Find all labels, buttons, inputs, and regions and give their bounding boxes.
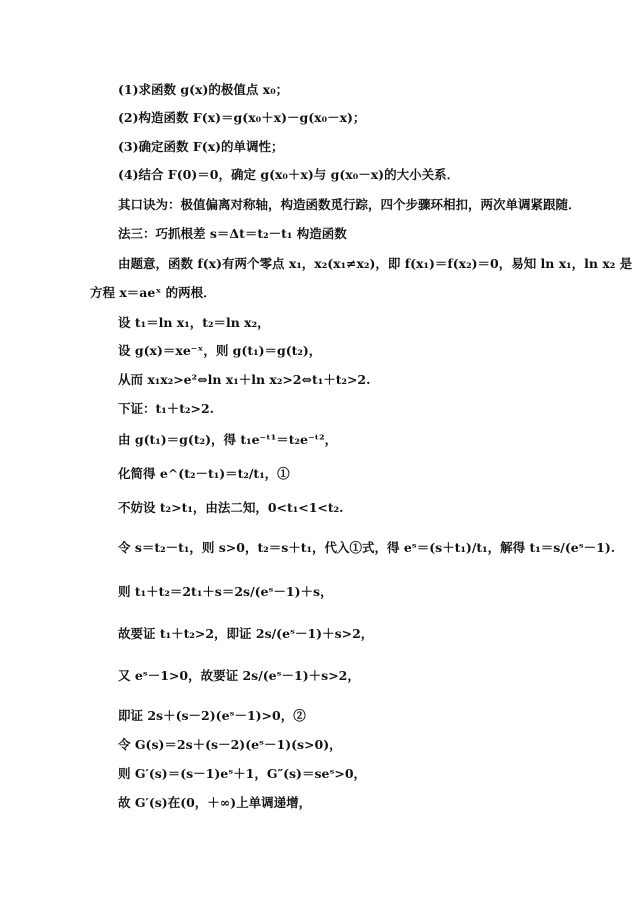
- sum-expression: 则 t₁＋t₂＝2t₁＋s＝2s/(eˢ－1)＋s，: [118, 584, 333, 599]
- equivalence: 从而 x₁x₂>e²⇔ln x₁＋ln x₂>2⇔t₁＋t₂>2.: [118, 372, 371, 387]
- define-G: 令 G(s)＝2s＋(s－2)(eˢ－1)(s>0)，: [118, 737, 342, 752]
- define-g: 设 g(x)＝xe⁻ˣ，则 g(t₁)＝g(t₂)，: [118, 343, 322, 358]
- simplify-eq-1: 化简得 e^(t₂－t₁)＝t₂/t₁，①: [118, 466, 290, 481]
- step-1: (1)求函数 g(x)的极值点 x₀；: [118, 82, 289, 97]
- step-4: (4)结合 F(0)＝0，确定 g(x₀＋x)与 g(x₀－x)的大小关系．: [118, 167, 460, 182]
- problem-statement-cont: 方程 x＝aeˣ 的两根．: [90, 285, 216, 300]
- define-t: 设 t₁＝ln x₁，t₂＝ln x₂，: [118, 315, 270, 330]
- problem-statement: 由题意，函数 f(x)有两个零点 x₁，x₂(x₁≠x₂)，即 f(x₁)＝f(x₂)＝0，易知 ln x₁，ln x₂ 是: [118, 256, 633, 271]
- mnemonic: 其口诀为：极值偏离对称轴，构造函数觅行踪，四个步骤环相扣，两次单调紧跟随．: [118, 197, 581, 212]
- substitute-s: 令 s＝t₂－t₁，则 s>0，t₂＝s＋t₁，代入①式，得 eˢ＝(s＋t₁)/t₁，解得 t₁＝s/(eˢ－1).: [118, 540, 616, 555]
- inequality-2: 即证 2s＋(s－2)(eˢ－1)>0，②: [118, 708, 306, 723]
- step-2: (2)构造函数 F(x)＝g(x₀＋x)－g(x₀－x)；: [118, 110, 366, 125]
- to-prove: 下证：t₁＋t₂>2.: [118, 401, 215, 416]
- derivatives-G: 则 G′(s)＝(s－1)eˢ＋1，G″(s)＝seˢ>0，: [118, 766, 367, 781]
- assume-order: 不妨设 t₂>t₁，由法二知，0<t₁<1<t₂.: [118, 500, 344, 515]
- from-g-equal: 由 g(t₁)＝g(t₂)，得 t₁e⁻ᵗ¹＝t₂e⁻ᵗ²，: [118, 432, 338, 447]
- method-3-heading: 法三：巧抓根差 s＝Δt＝t₂－t₁ 构造函数: [118, 226, 347, 241]
- monotonic-conclusion: 故 G′(s)在(0，＋∞)上单调递增，: [118, 795, 312, 810]
- further-reduce: 又 eˢ－1>0，故要证 2s/(eˢ－1)＋s>2，: [118, 668, 360, 683]
- step-3: (3)确定函数 F(x)的单调性；: [118, 139, 284, 154]
- reduce-goal: 故要证 t₁＋t₂>2，即证 2s/(eˢ－1)＋s>2，: [118, 626, 374, 641]
